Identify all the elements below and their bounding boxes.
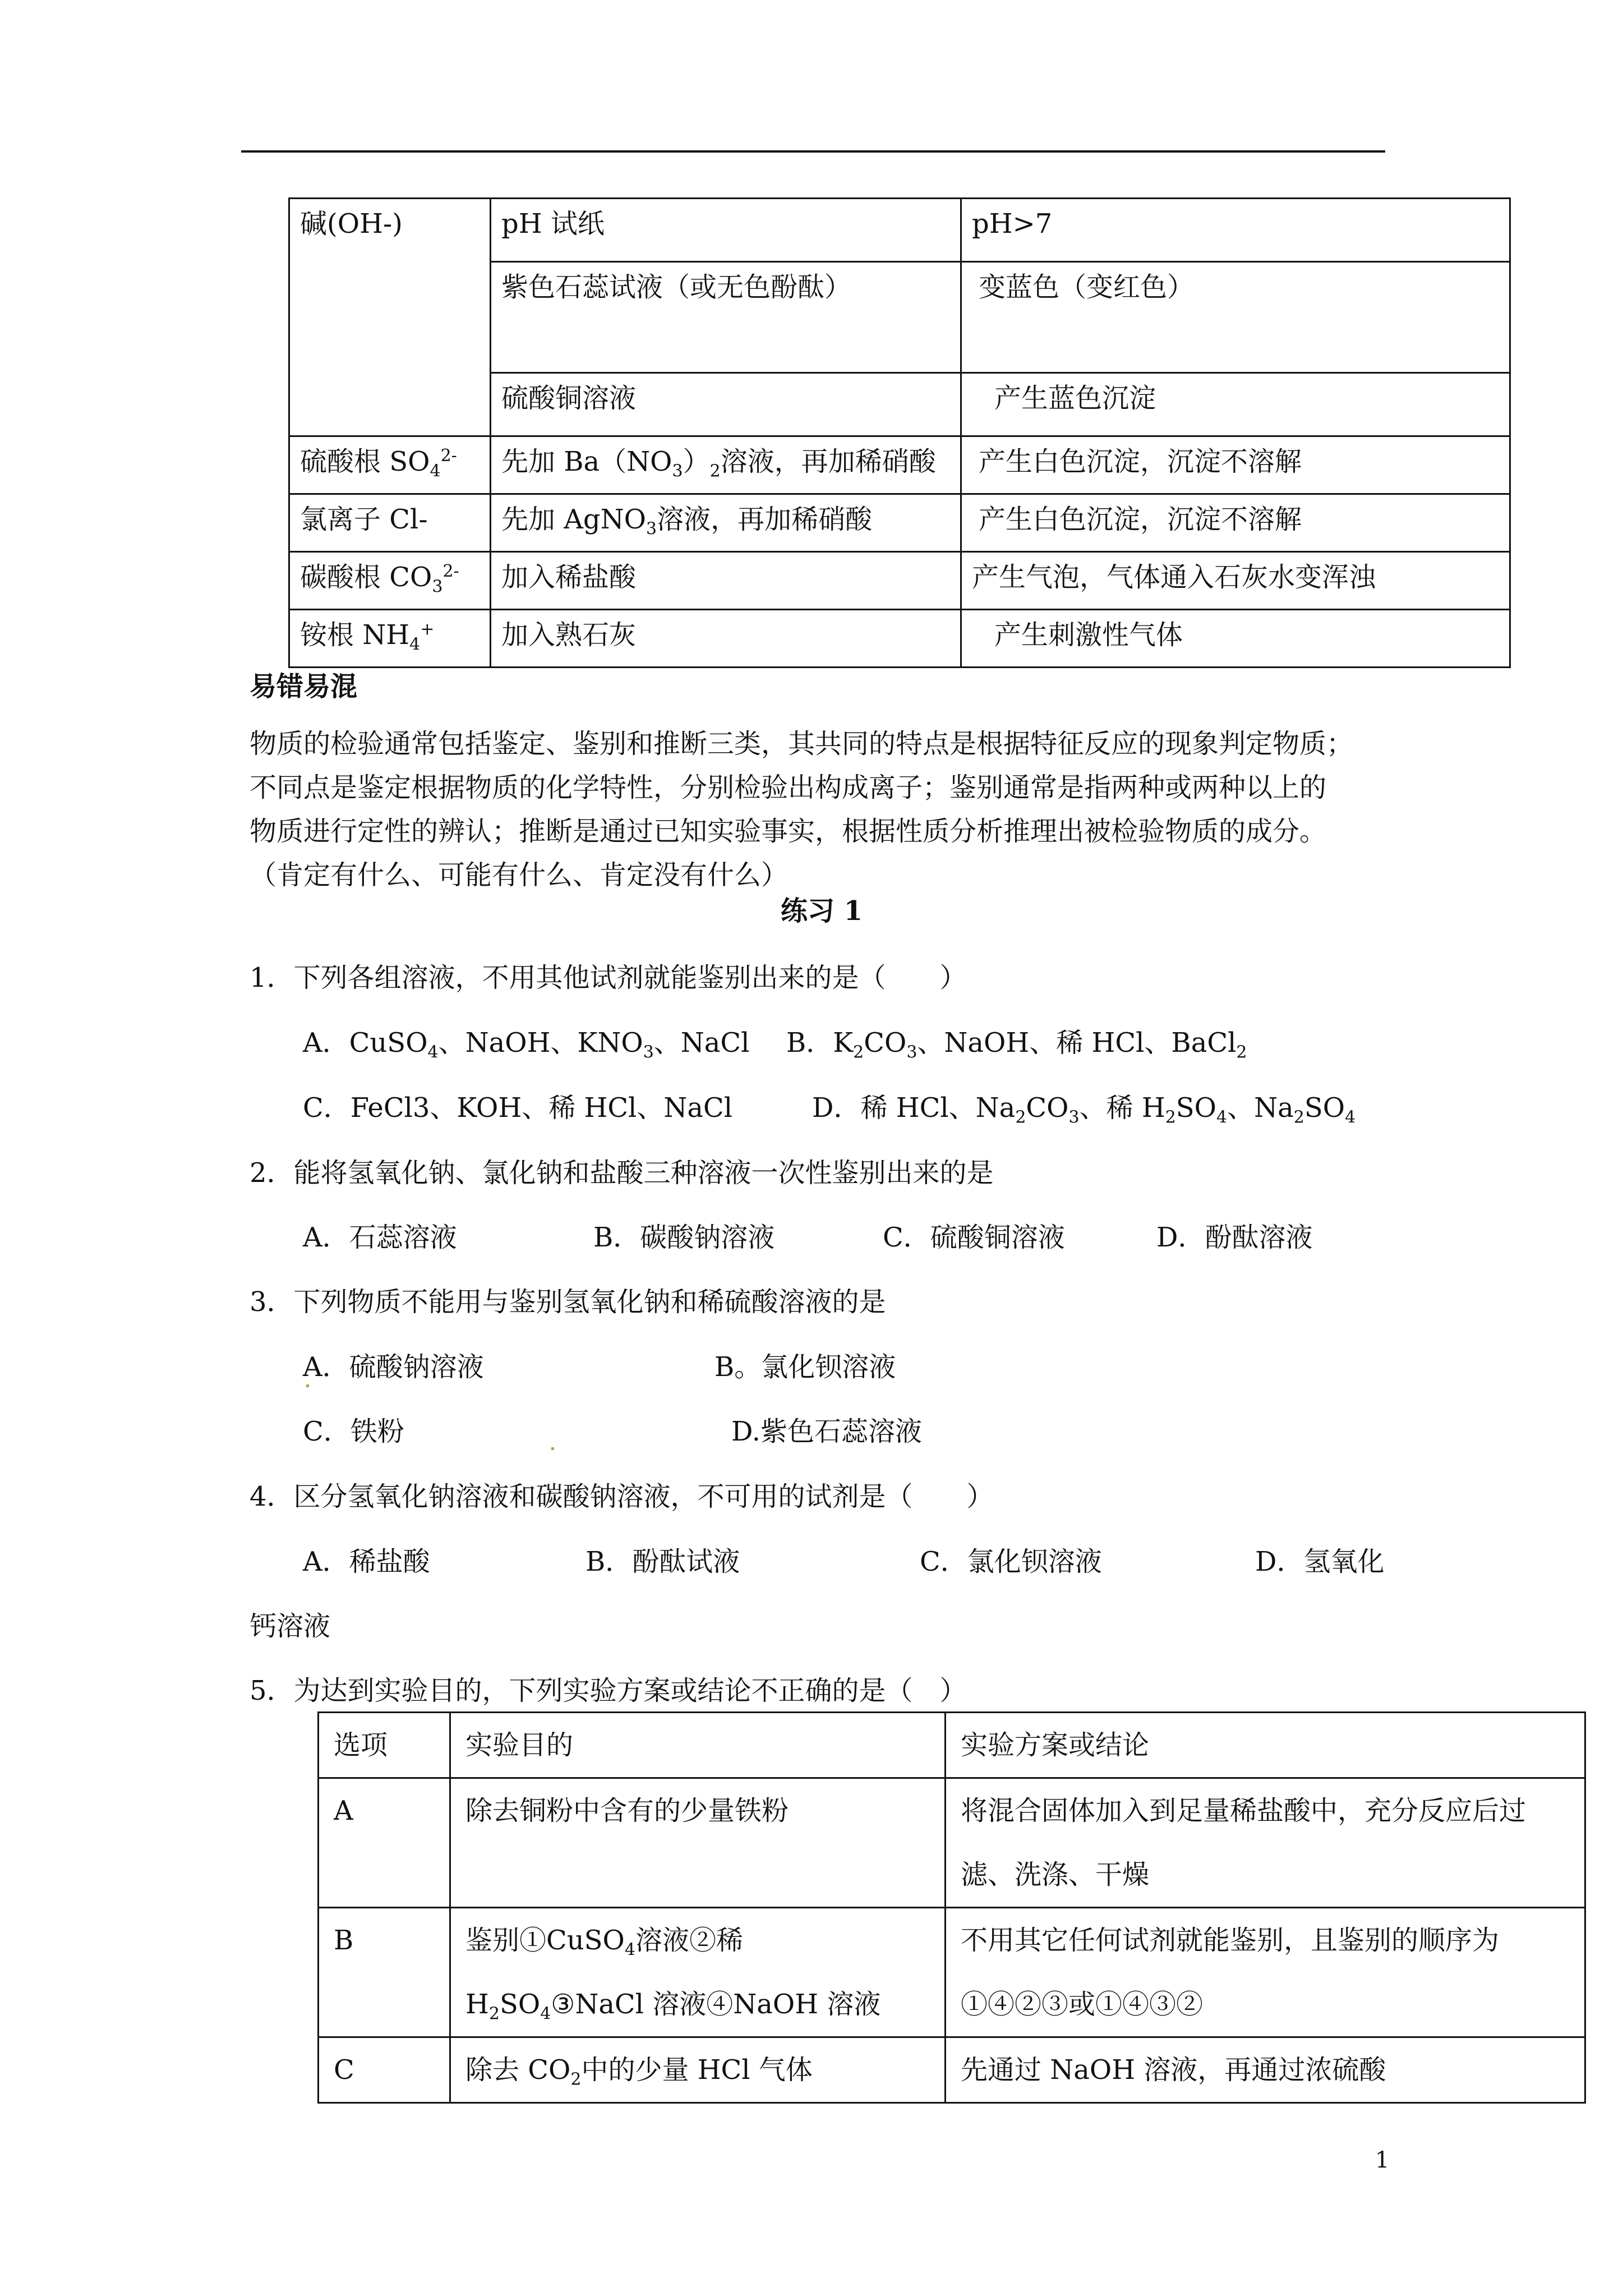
question-4-stem: 4．区分氢氧化钠溶液和碳酸钠溶液，不可用的试剂是（ ） — [250, 1481, 994, 1512]
table-cell: 鉴别①CuSO$_4$溶液②稀 $H_2SO_4③NaCl$ 溶液④NaOH 溶液 — [450, 1908, 946, 2037]
exercise-title: 练习 1 — [781, 895, 863, 927]
question-3-option-d: D.紫色石蕊溶液 — [731, 1416, 923, 1447]
paragraph-line: （肯定有什么、可能有什么、肯定没有什么） — [250, 859, 789, 891]
question-4-option-d-continued: 钙溶液 — [250, 1611, 331, 1642]
table-header-cell: 实验目的 — [450, 1713, 946, 1778]
table-cell: 碳酸根 $CO_3^{2-}$ — [289, 552, 491, 610]
table-cell: pH>7 — [961, 199, 1510, 262]
table-cell: 先通过 NaOH 溶液，再通过浓硫酸 — [946, 2037, 1585, 2103]
question-3-option-c: C．铁粉 — [303, 1416, 404, 1447]
table-cell: 碱(OH-) — [289, 199, 491, 262]
question-1-option-c: C．FeCl3、KOH、稀 HCl、NaCl — [303, 1092, 733, 1124]
table-cell: 不用其它任何试剂就能鉴别，且鉴别的顺序为①④②③或①④③② — [946, 1908, 1585, 2037]
question-1-option-a: A．CuSO$_4$、NaOH、$KNO_3$、NaCl — [303, 1027, 750, 1062]
question-3-option-b: B。氯化钡溶液 — [714, 1351, 896, 1383]
page-number: 1 — [1375, 2147, 1390, 2173]
table-cell: 氯离子 Cl- — [289, 494, 491, 552]
question-2-option-a: A．石蕊溶液 — [303, 1222, 457, 1253]
table-row — [289, 436, 1510, 494]
table-cell: 产生气泡，气体通入石灰水变浑浊 — [961, 552, 1510, 610]
paragraph-line: 物质进行定性的辨认；推断是通过已知实验事实，根据性质分析推理出被检验物质的成分。 — [250, 816, 1327, 847]
question-3-stem: 3．下列物质不能用与鉴别氢氧化钠和稀硫酸溶液的是 — [250, 1286, 886, 1318]
table-cell: 硫酸根 $SO_4^{2-}$ — [289, 436, 491, 494]
table-row — [319, 2037, 1585, 2103]
table-row — [289, 552, 1510, 610]
stray-mark — [306, 1384, 309, 1387]
header-rule — [241, 150, 1385, 153]
table-cell: A — [319, 1778, 450, 1908]
table-cell: 先加 AgNO$_3$溶液，再加稀硝酸 — [491, 494, 961, 552]
table-cell: 硫酸铜溶液 — [491, 373, 961, 436]
paragraph-line: 不同点是鉴定根据物质的化学特性，分别检验出构成离子；鉴别通常是指两种或两种以上的 — [250, 772, 1327, 803]
question-1-option-d: D．稀 HCl、$Na_2CO_3$、稀 $H_2SO_4$、$Na_2SO_4$ — [812, 1092, 1356, 1128]
table-cell: 加入稀盐酸 — [491, 552, 961, 610]
experiment-table — [317, 1711, 1586, 2104]
table-cell: 将混合固体加入到足量稀盐酸中，充分反应后过滤、洗涤、干燥 — [946, 1778, 1585, 1908]
table-cell: pH 试纸 — [491, 199, 961, 262]
question-4-option-d: D．氢氧化 — [1255, 1546, 1385, 1577]
question-1-stem: 1．下列各组溶液，不用其他试剂就能鉴别出来的是（ ） — [250, 962, 967, 993]
table-cell: 除去铜粉中含有的少量铁粉 — [450, 1778, 946, 1908]
table-header-cell: 选项 — [319, 1713, 450, 1778]
table-cell: 加入熟石灰 — [491, 610, 961, 668]
table-cell: 铵根 $NH_4^+$ — [289, 610, 491, 668]
paragraph-line: 物质的检验通常包括鉴定、鉴别和推断三类，其共同的特点是根据特征反应的现象判定物质； — [250, 728, 1354, 760]
table-row — [289, 373, 1510, 436]
table-row — [319, 1778, 1585, 1908]
table-cell: 产生刺激性气体 — [961, 610, 1510, 668]
table-cell: 紫色石蕊试液（或无色酚酞） — [491, 262, 961, 373]
table-cell: 产生蓝色沉淀 — [961, 373, 1510, 436]
table-row — [289, 494, 1510, 552]
question-5-stem: 5．为达到实验目的，下列实验方案或结论不正确的是（ ） — [250, 1675, 967, 1706]
question-2-option-c: C．硫酸铜溶液 — [883, 1222, 1065, 1253]
table-cell: 除去 $CO_2$中的少量 HCl 气体 — [450, 2037, 946, 2103]
ion-test-table — [288, 197, 1511, 668]
table-cell: 先加 $Ba(NO_3)_2$溶液，再加稀硝酸 — [491, 436, 961, 494]
table-cell: 产生白色沉淀，沉淀不溶解 — [961, 436, 1510, 494]
question-3-option-a: A．硫酸钠溶液 — [303, 1351, 484, 1383]
table-cell — [289, 262, 491, 373]
table-row — [289, 262, 1510, 373]
stray-mark — [551, 1447, 554, 1450]
table-cell: B — [319, 1908, 450, 2037]
table-cell: 产生白色沉淀，沉淀不溶解 — [961, 494, 1510, 552]
question-2-stem: 2．能将氢氧化钠、氯化钠和盐酸三种溶液一次性鉴别出来的是 — [250, 1157, 994, 1189]
table-cell — [289, 373, 491, 436]
question-1-option-b: B．$K_2CO_3$、NaOH、稀 HCl、BaCl$_2$ — [786, 1027, 1247, 1062]
table-row — [319, 1908, 1585, 2037]
table-header-row — [319, 1713, 1585, 1778]
section-title: 易错易混 — [250, 671, 358, 702]
explanation-paragraph — [250, 722, 1416, 897]
table-row — [289, 610, 1510, 668]
table-row — [289, 199, 1510, 262]
table-cell: C — [319, 2037, 450, 2103]
question-2-option-b: B．碳酸钠溶液 — [593, 1222, 775, 1253]
question-4-option-c: C．氯化钡溶液 — [920, 1546, 1102, 1577]
question-4-option-a: A．稀盐酸 — [303, 1546, 430, 1577]
table-cell: 变蓝色（变红色） — [961, 262, 1510, 373]
question-4-option-b: B．酚酞试液 — [585, 1546, 740, 1577]
question-2-option-d: D．酚酞溶液 — [1156, 1222, 1313, 1253]
table-header-cell: 实验方案或结论 — [946, 1713, 1585, 1778]
